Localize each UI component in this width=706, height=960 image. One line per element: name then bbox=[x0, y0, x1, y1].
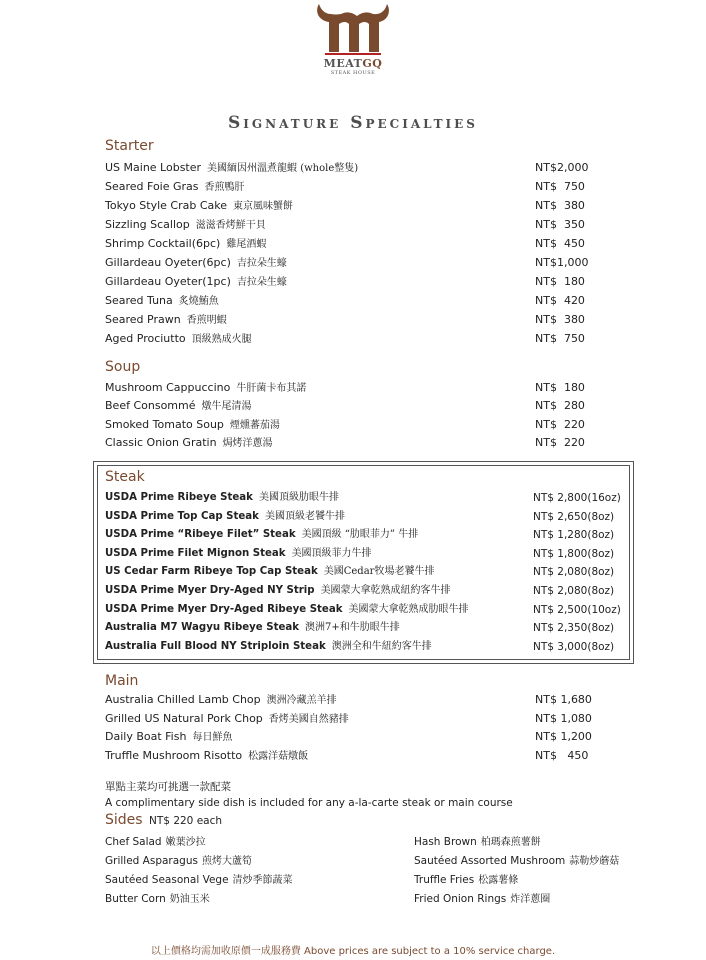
section-heading-steak: Steak bbox=[105, 469, 145, 485]
menu-item-name bbox=[105, 619, 400, 637]
menu-item-price: NT$ 1,800(8oz) bbox=[533, 547, 615, 560]
menu-item-name-zh: 每日鮮魚 bbox=[192, 732, 233, 744]
meatgq-logo bbox=[303, 0, 403, 92]
menu-item-name-zh: 美國蒙大拿乾熟成紐約客牛排 bbox=[320, 585, 451, 596]
menu-item-name-en: USDA Prime Myer Dry-Aged NY Strip bbox=[105, 585, 315, 596]
menu-item-name-en: Grilled US Natural Pork Chop bbox=[105, 711, 263, 725]
menu-item-name-zh: 澳洲全和牛紐約客牛排 bbox=[331, 640, 432, 652]
menu-item-price: NT$ 1,280(8oz) bbox=[533, 529, 615, 542]
menu-item-price: NT$ 220 bbox=[535, 435, 585, 449]
menu-item-name bbox=[105, 273, 287, 292]
menu-item-name bbox=[105, 434, 273, 453]
menu-item-name-zh: 牛肝菌卡布其諾 bbox=[236, 383, 307, 394]
menu-item-row bbox=[105, 563, 615, 581]
menu-item-name-zh: 澳洲7+和牛肋眼牛排 bbox=[305, 622, 400, 634]
side-dish-item bbox=[105, 852, 252, 871]
side-dish-name-zh: 蒜勒炒蘑菇 bbox=[569, 856, 620, 867]
side-dish-name: Sautéed Seasonal Vege bbox=[105, 874, 229, 886]
menu-item-price: NT$ 750 bbox=[535, 180, 585, 193]
section-heading-soup: Soup bbox=[105, 359, 141, 375]
menu-item-row bbox=[105, 747, 605, 765]
menu-item-row bbox=[105, 216, 605, 234]
side-dish-name-zh: 清炒季節蔬菜 bbox=[232, 875, 293, 886]
side-dish-name-zh: 柏瑪森煎薯餅 bbox=[480, 837, 541, 848]
menu-item-name-en: Sizzling Scallop bbox=[105, 218, 190, 231]
menu-item-name bbox=[105, 379, 306, 398]
menu-item-name-en: Smoked Tomato Soup bbox=[105, 417, 224, 431]
menu-item-row bbox=[105, 379, 605, 397]
menu-item-name-zh: 美國蒙大拿乾熟成肋眼牛排 bbox=[348, 603, 469, 615]
menu-item-price: NT$ 450 bbox=[535, 237, 585, 250]
side-dish-name-zh: 奶油玉米 bbox=[169, 894, 210, 905]
menu-item-name-en: US Maine Lobster bbox=[105, 161, 202, 174]
menu-item-row bbox=[105, 292, 605, 310]
menu-item-name bbox=[105, 601, 469, 619]
menu-item-name bbox=[105, 728, 232, 747]
menu-item-name bbox=[105, 311, 227, 330]
brand-name: MEATGQ bbox=[323, 57, 383, 70]
menu-item-name-en: Shrimp Cocktail(6pc) bbox=[105, 237, 221, 250]
side-dish-item bbox=[105, 833, 206, 852]
side-dish-name: Fried Onion Rings bbox=[414, 893, 507, 905]
menu-item-price: NT$ 750 bbox=[535, 332, 585, 345]
menu-item-name-zh: 煙燻蕃茄湯 bbox=[229, 419, 280, 431]
menu-item-name-zh: 美國頂級菲力牛排 bbox=[291, 547, 372, 559]
menu-item-name-en: Australia M7 Wagyu Ribeye Steak bbox=[105, 622, 300, 634]
menu-item-price: NT$ 2,080(8oz) bbox=[533, 585, 615, 597]
side-dish-item bbox=[414, 833, 541, 852]
menu-item-name-en: USDA Prime Top Cap Steak bbox=[105, 510, 259, 522]
menu-item-price: NT$ 1,200 bbox=[535, 730, 592, 744]
side-dish-name-zh: 松露薯條 bbox=[478, 875, 519, 886]
menu-item-price: NT$ 2,650(8oz) bbox=[533, 510, 615, 523]
menu-item-name-en: Beef Consommé bbox=[105, 399, 196, 413]
menu-item-name-en: Gillardeau Oyeter(1pc) bbox=[105, 275, 231, 288]
menu-item-row bbox=[105, 710, 605, 728]
menu-item-price: NT$ 1,680 bbox=[535, 693, 592, 706]
side-dish-item bbox=[414, 871, 518, 890]
menu-item-row bbox=[105, 197, 605, 215]
menu-item-row bbox=[105, 526, 615, 544]
side-dish-name: Hash Brown bbox=[414, 836, 477, 848]
menu-item-name-zh: 香煎鴨肝 bbox=[204, 182, 245, 193]
menu-item-price: NT$ 2,800(16oz) bbox=[533, 492, 621, 504]
menu-item-name bbox=[105, 747, 308, 766]
side-dish-name: Truffle Fries bbox=[414, 874, 475, 886]
menu-item-name-en: Australia Full Blood NY Striploin Steak bbox=[105, 640, 326, 652]
menu-item-price: NT$ 420 bbox=[535, 294, 585, 307]
sides-price-note: NT$ 220 each bbox=[149, 815, 223, 827]
menu-item-row bbox=[105, 728, 605, 746]
menu-item-price: NT$ 2,350(8oz) bbox=[533, 622, 615, 635]
menu-item-name-en: Aged Prociutto bbox=[105, 332, 186, 345]
menu-item-price: NT$ 380 bbox=[535, 313, 585, 326]
menu-item-price: NT$2,000 bbox=[535, 161, 589, 174]
menu-item-price: NT$ 1,080 bbox=[535, 711, 592, 725]
menu-item-name bbox=[105, 710, 349, 729]
menu-item-name bbox=[105, 545, 372, 563]
menu-item-name-en: Tokyo Style Crab Cake bbox=[105, 199, 228, 212]
menu-item-name-zh: 美國頂級老饕牛排 bbox=[264, 510, 345, 522]
menu-item-name bbox=[105, 526, 418, 544]
menu-item-price: NT$ 2,500(10oz) bbox=[533, 603, 621, 616]
menu-item-name bbox=[105, 216, 266, 235]
menu-item-price: NT$ 220 bbox=[535, 417, 585, 431]
menu-item-row bbox=[105, 397, 605, 415]
menu-item-name-zh: 松露洋菇燉飯 bbox=[248, 751, 309, 763]
menu-item-price: NT$ 350 bbox=[535, 218, 585, 231]
menu-item-name bbox=[105, 330, 252, 349]
menu-item-row bbox=[105, 489, 621, 507]
menu-item-name bbox=[105, 489, 339, 507]
side-dish-note-zh: 單點主菜均可挑選一款配菜 bbox=[105, 781, 231, 793]
menu-item-name-en: Seared Foie Gras bbox=[105, 180, 199, 193]
menu-item-row bbox=[105, 273, 605, 291]
menu-item-price: NT$ 180 bbox=[535, 275, 585, 288]
menu-item-name-en: USDA Prime Ribeye Steak bbox=[105, 492, 253, 503]
menu-item-name-zh: 美國頂級肋眼牛排 bbox=[258, 492, 339, 503]
section-heading-starter: Starter bbox=[105, 138, 154, 154]
side-dish-name: Grilled Asparagus bbox=[105, 855, 198, 867]
menu-item-name bbox=[105, 159, 358, 178]
section-heading-main: Main bbox=[105, 673, 139, 689]
menu-item-name-zh: 美國Cedar牧場老饕牛排 bbox=[323, 566, 435, 578]
menu-item-name bbox=[105, 638, 432, 656]
menu-item-name bbox=[105, 292, 219, 311]
side-dish-name-zh: 嫩葉沙拉 bbox=[165, 837, 206, 848]
menu-item-name bbox=[105, 178, 245, 197]
menu-item-row bbox=[105, 330, 605, 348]
menu-item-price: NT$ 380 bbox=[535, 199, 585, 212]
menu-item-name-en: US Cedar Farm Ribeye Top Cap Steak bbox=[105, 566, 318, 578]
menu-item-row bbox=[105, 254, 605, 272]
menu-item-name bbox=[105, 254, 287, 273]
menu-item-name bbox=[105, 582, 451, 600]
menu-item-name-zh: 吉拉朵生蠔 bbox=[236, 277, 287, 288]
menu-item-row bbox=[105, 582, 615, 600]
menu-item-name-en: Truffle Mushroom Risotto bbox=[105, 749, 243, 763]
page-title: Signature Specialties bbox=[228, 113, 478, 133]
menu-item-row bbox=[105, 416, 605, 434]
menu-item-name-zh: 美國緬因州溫煮龍蝦 (whole整隻) bbox=[207, 163, 359, 174]
menu-item-price: NT$1,000 bbox=[535, 256, 589, 269]
menu-item-price: NT$ 180 bbox=[535, 381, 585, 394]
menu-item-row bbox=[105, 619, 615, 637]
menu-item-name-zh: 滋滋香烤鮮干貝 bbox=[195, 220, 266, 231]
side-dish-name: Chef Salad bbox=[105, 836, 162, 848]
menu-item-name-en: Gillardeau Oyeter(6pc) bbox=[105, 256, 231, 269]
service-charge-footer: 以上價格均需加收原價一成服務費 Above prices are subject to a 10% service charge. bbox=[150, 946, 556, 957]
side-dish-name: Butter Corn bbox=[105, 893, 166, 905]
menu-item-name bbox=[105, 691, 337, 710]
menu-item-row bbox=[105, 159, 605, 177]
menu-item-price: NT$ 450 bbox=[535, 749, 589, 763]
menu-item-name bbox=[105, 235, 266, 254]
menu-item-name-zh: 美國頂級 “肋眼菲力” 牛排 bbox=[301, 529, 419, 541]
menu-item-name bbox=[105, 508, 345, 526]
menu-item-name-en: USDA Prime Myer Dry-Aged Ribeye Steak bbox=[105, 603, 343, 615]
menu-item-price: NT$ 280 bbox=[535, 399, 585, 413]
menu-item-name-en: Daily Boat Fish bbox=[105, 730, 187, 744]
menu-item-name-zh: 炙燒鮪魚 bbox=[178, 296, 219, 307]
menu-item-name-en: Classic Onion Gratin bbox=[105, 435, 217, 449]
menu-item-name-zh: 吉拉朵生蠔 bbox=[236, 258, 287, 269]
brand-subtitle: STEAK HOUSE bbox=[330, 70, 376, 76]
menu-item-row bbox=[105, 508, 615, 526]
menu-item-row bbox=[105, 178, 605, 196]
section-heading-sides: Sides NT$ 220 each bbox=[105, 812, 223, 828]
menu-item-row bbox=[105, 638, 615, 656]
menu-item-name-zh: 燉牛尾清湯 bbox=[201, 401, 252, 413]
menu-item-name bbox=[105, 397, 252, 416]
menu-item-row bbox=[105, 235, 605, 253]
menu-item-name-zh: 東京風味蟹餅 bbox=[233, 201, 294, 212]
menu-item-name-zh: 澳洲冷藏羔羊排 bbox=[266, 695, 337, 706]
side-dish-name: Sautéed Assorted Mushroom bbox=[414, 855, 566, 867]
menu-item-row bbox=[105, 434, 605, 452]
menu-item-name-zh: 香烤美國自然豬排 bbox=[268, 713, 349, 725]
side-dish-name-zh: 炸洋蔥圈 bbox=[510, 894, 551, 905]
menu-item-row bbox=[105, 545, 615, 563]
menu-item-name-en: USDA Prime “Ribeye Filet” Steak bbox=[105, 529, 296, 541]
side-dish-item bbox=[105, 890, 210, 909]
side-dish-item bbox=[414, 890, 550, 909]
menu-item-name-zh: 頂級熟成火腿 bbox=[191, 334, 252, 345]
menu-item-name-zh: 焗烤洋蔥湯 bbox=[222, 437, 273, 449]
menu-item-name bbox=[105, 563, 434, 581]
menu-item-row bbox=[105, 691, 605, 709]
menu-item-name-en: Australia Chilled Lamb Chop bbox=[105, 693, 261, 706]
bull-horns-m-icon bbox=[313, 0, 393, 56]
menu-item-price: NT$ 2,080(8oz) bbox=[533, 566, 615, 579]
menu-item-price: NT$ 3,000(8oz) bbox=[533, 640, 615, 653]
menu-item-name bbox=[105, 416, 280, 435]
menu-item-name-en: Seared Tuna bbox=[105, 294, 173, 307]
side-dish-note-en: A complimentary side dish is included for any a-la-carte steak or main course bbox=[105, 797, 513, 809]
menu-item-row bbox=[105, 601, 621, 619]
menu-item-row bbox=[105, 311, 605, 329]
side-dish-item bbox=[105, 871, 293, 890]
menu-item-name-en: Seared Prawn bbox=[105, 313, 181, 326]
menu-item-name bbox=[105, 197, 293, 216]
menu-item-name-zh: 雞尾酒蝦 bbox=[226, 239, 267, 250]
menu-item-name-en: USDA Prime Filet Mignon Steak bbox=[105, 547, 286, 559]
menu-item-name-zh: 香煎明蝦 bbox=[186, 315, 227, 326]
menu-item-name-en: Mushroom Cappuccino bbox=[105, 381, 231, 394]
side-dish-item bbox=[414, 852, 619, 871]
side-dish-name-zh: 煎烤大蘆筍 bbox=[201, 856, 252, 867]
